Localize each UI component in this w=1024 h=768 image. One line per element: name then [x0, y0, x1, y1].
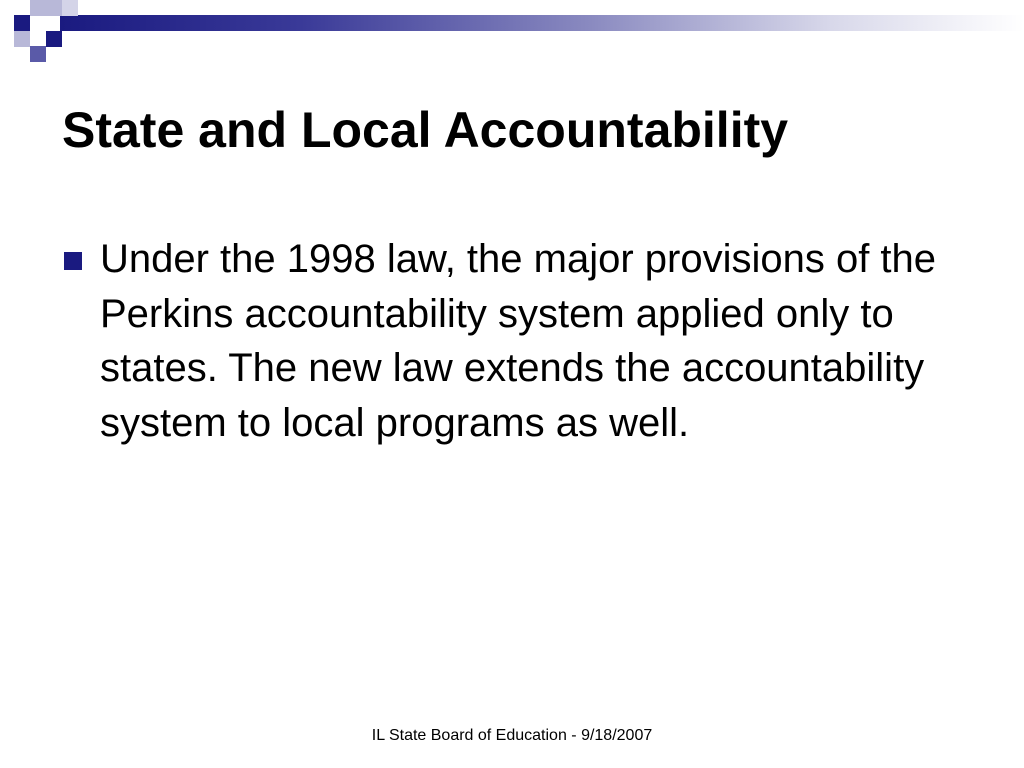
decor-square	[46, 31, 62, 47]
slide-title: State and Local Accountability	[62, 102, 789, 158]
decor-square	[14, 31, 30, 47]
decor-square	[30, 0, 46, 16]
decor-square	[30, 46, 46, 62]
decor-square	[14, 15, 30, 31]
decor-square	[46, 0, 62, 16]
decor-square	[62, 0, 78, 16]
header-gradient-bar	[60, 15, 1024, 31]
square-bullet-icon	[64, 252, 82, 270]
slide-footer: IL State Board of Education - 9/18/2007	[371, 727, 653, 744]
bullet-text: Under the 1998 law, the major provisions of the Perkins accountability system applied only to states. The new law extends the accountability system to local programs as well.	[100, 237, 937, 445]
